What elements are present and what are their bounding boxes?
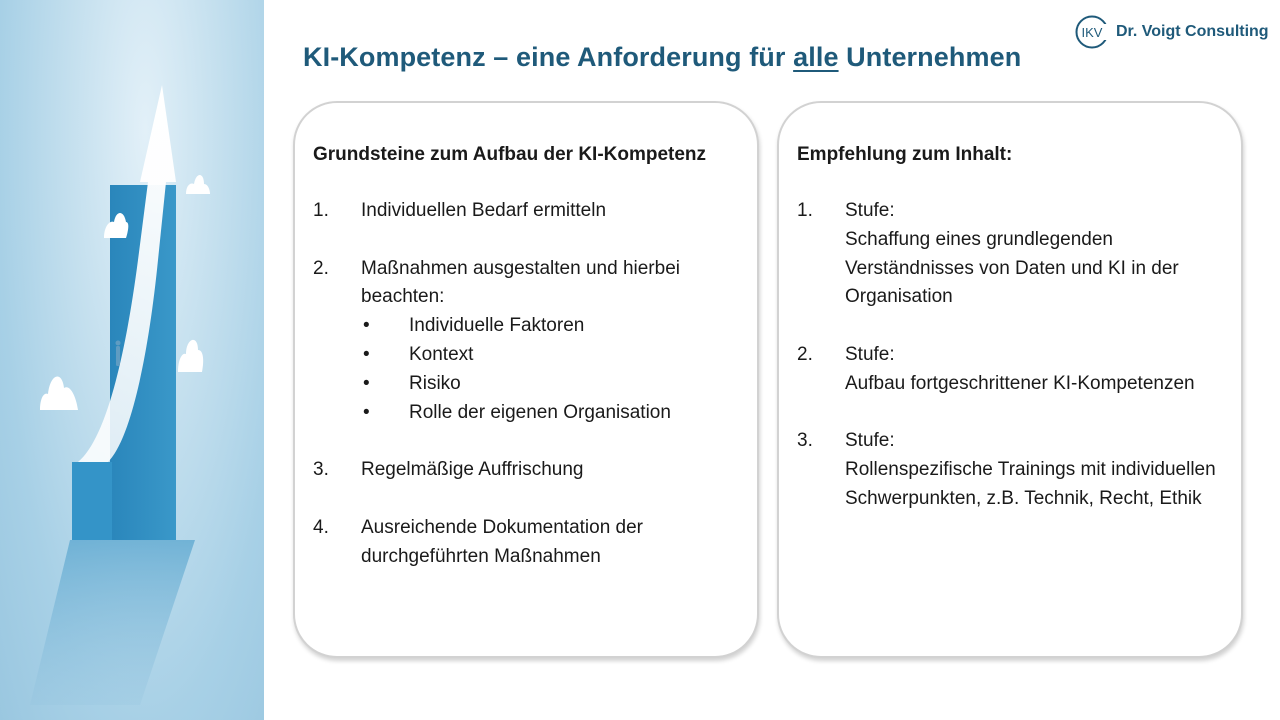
card-content-recommendation — [777, 101, 1243, 658]
page-title: KI-Kompetenz – eine Anforderung für alle Unternehmen — [303, 42, 1022, 72]
list-item: 2. Stufe: Aufbau fortgeschrittener KI-Kompetenzen — [797, 341, 1223, 399]
bullet-item: • Individuelle Faktoren — [363, 315, 585, 337]
stage-label: Stufe: — [845, 200, 895, 221]
stage-label: Stufe: — [845, 430, 895, 452]
stage-text: Rollenspezifische Trainings mit individuellen Schwerpunkten, z.B. Technik, Recht, Ethik — [845, 459, 1216, 509]
stage-label: Stufe: — [845, 343, 895, 365]
company-logo — [1074, 12, 1269, 52]
list-item: 3. Regelmäßige Auffrischung — [313, 459, 584, 481]
svg-text:IKV: IKV — [1081, 25, 1103, 40]
stage-text: Schaffung eines grundlegenden Verständnisses von Daten und KI in der Organisation — [845, 228, 1179, 308]
bullet-item: • Risiko — [363, 372, 461, 394]
logo-company-name: Dr. Voigt Consulting — [1116, 23, 1269, 40]
list-item: 1. Stufe: Schaffung eines grundlegenden Verständnisses von Daten und KI in der Organisation — [797, 197, 1223, 312]
card-heading: Grundsteine zum Aufbau der KI-Kompetenz — [313, 144, 707, 165]
card-heading: Empfehlung zum Inhalt: — [797, 144, 1013, 165]
list-item: 1. Individuellen Bedarf ermitteln — [313, 200, 607, 221]
title-emphasis: alle — [793, 42, 839, 72]
list-item: 4. Ausreichende Dokumentation der durchgeführten Maßnahmen — [313, 516, 644, 567]
logo-mark-icon — [1074, 14, 1110, 50]
card-foundations — [293, 101, 759, 658]
bullet-item: • Rolle der eigenen Organisation — [363, 401, 671, 423]
bullet-item: • Kontext — [363, 343, 474, 365]
bullet-list — [361, 312, 739, 427]
stage-text: Aufbau fortgeschrittener KI-Kompetenzen — [845, 372, 1195, 394]
list-item: 3. Stufe: Rollenspezifische Trainings mit individuellen Schwerpunkten, z.B. Technik, Recht, Ethik — [797, 427, 1223, 513]
list-item: 2. Maßnahmen ausgestalten und hierbei beachten: • Individuelle Faktoren • Kontext • Risiko • Rolle der eigenen Organisation — [313, 255, 739, 428]
person-silhouette-icon — [116, 341, 121, 367]
ground-shadow — [30, 540, 195, 705]
side-illustration — [0, 0, 264, 720]
rising-arrow-illustration — [0, 0, 264, 720]
